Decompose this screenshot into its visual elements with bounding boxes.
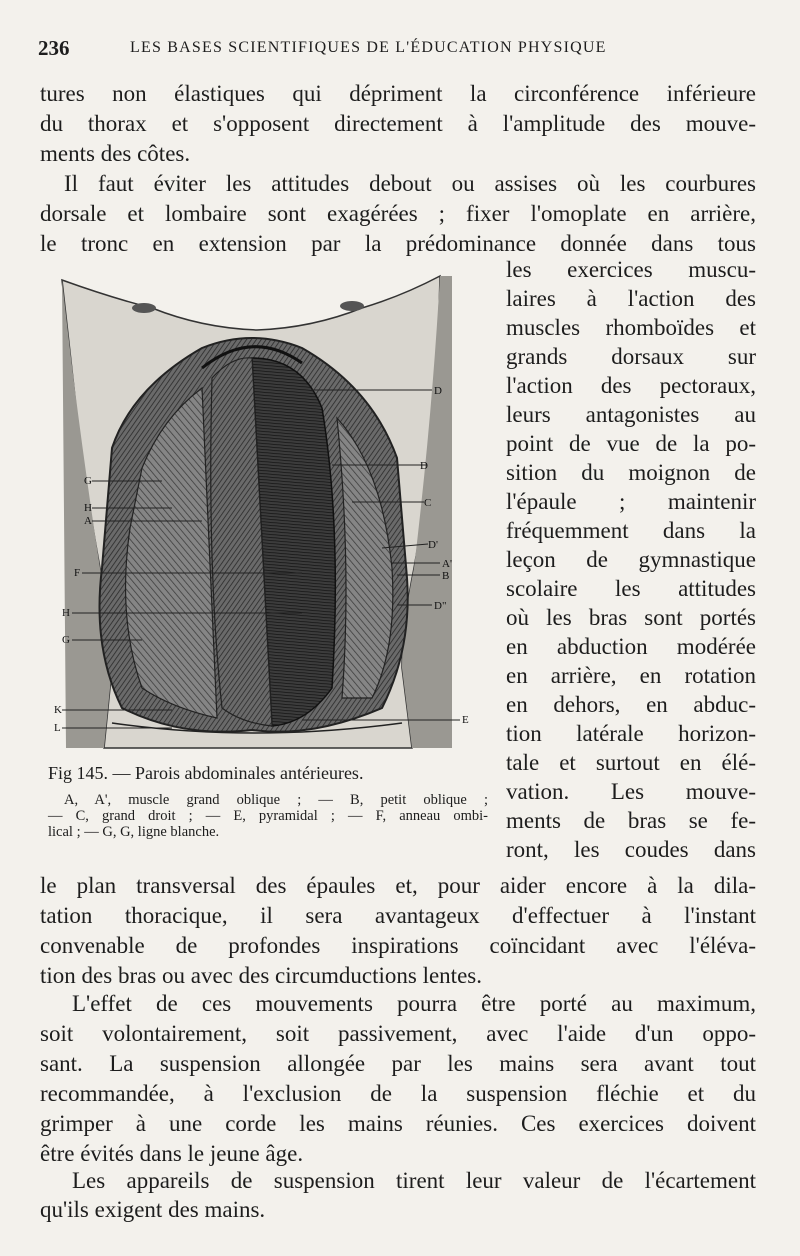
column-line: ront, les coudes dans — [506, 837, 756, 862]
column-line: point de vue de la po- — [506, 431, 756, 456]
column-line: l'épaule ; maintenir — [506, 489, 756, 514]
column-line: leçon de gymnastique — [506, 547, 756, 572]
column-line: en arrière, en rotation — [506, 663, 756, 688]
column-line: les exercices muscu- — [506, 257, 756, 282]
text-line: qu'ils exigent des mains. — [40, 1197, 266, 1222]
column-line: tale et surtout en élé- — [506, 750, 756, 775]
caption-line: A, A', muscle grand oblique ; — B, petit oblique ; — [64, 792, 488, 808]
figure-label: L — [54, 722, 61, 734]
figure-label: E — [462, 714, 469, 726]
column-line: l'action des pectoraux, — [506, 373, 756, 398]
text-line: le plan transversal des épaules et, pour aider encore à la dila- — [40, 873, 756, 898]
text-line: recommandée, à l'exclusion de la suspension fléchie et du — [40, 1081, 756, 1106]
figure-label: G — [62, 634, 70, 646]
figure-label: B — [442, 570, 450, 582]
figure-label: K — [54, 704, 62, 716]
column-line: leurs antagonistes au — [506, 402, 756, 427]
figure-caption-title: Fig 145. — Parois abdominales antérieures. — [48, 763, 364, 783]
text-line: Les appareils de suspension tirent leur valeur de l'écartement — [72, 1168, 756, 1193]
figure-label: D' — [428, 539, 438, 551]
running-head: LES BASES SCIENTIFIQUES DE L'ÉDUCATION PHYSIQUE — [130, 39, 607, 56]
text-line: ments des côtes. — [40, 141, 191, 166]
column-line: vation. Les mouve- — [506, 779, 756, 804]
figure-label: G — [84, 475, 92, 487]
figure-label: D — [420, 460, 428, 472]
figure-label: D — [434, 385, 442, 397]
text-line: du thorax et s'opposent directement à l'amplitude des mouve- — [40, 111, 756, 136]
text-line: Il faut éviter les attitudes debout ou assises où les courbures — [64, 171, 756, 196]
column-line: tion latérale horizon- — [506, 721, 756, 746]
text-line: soit volontairement, soit passivement, avec l'aide d'un oppo- — [40, 1021, 756, 1046]
column-line: scolaire les attitudes — [506, 576, 756, 601]
figure-label: H — [62, 607, 70, 619]
column-line: en abduction modérée — [506, 634, 756, 659]
caption-line: — C, grand droit ; — E, pyramidal ; — F, anneau ombi- — [48, 808, 488, 824]
column-line: laires à l'action des — [506, 286, 756, 311]
text-line: tation thoracique, il sera avantageux d'effectuer à l'instant — [40, 903, 756, 928]
column-line: sition du moignon de — [506, 460, 756, 485]
text-line: être évités dans le jeune âge. — [40, 1141, 304, 1166]
text-line: sant. La suspension allongée par les mains sera avant tout — [40, 1051, 756, 1076]
column-line: où les bras sont portés — [506, 605, 756, 630]
text-line: tion des bras ou avec des circumductions lentes. — [40, 963, 482, 988]
column-line: ments de bras se fe- — [506, 808, 756, 833]
figure-label: H — [84, 502, 92, 514]
figure-caption — [48, 792, 488, 840]
text-line: tures non élastiques qui dépriment la circonférence inférieure — [40, 81, 756, 106]
figure-label: D" — [434, 600, 447, 612]
figure-label: C — [424, 497, 432, 509]
text-line: convenable de profondes inspirations coïncidant avec l'éléva- — [40, 933, 756, 958]
text-line: le tronc en extension par la prédominance donnée dans tous — [40, 231, 756, 256]
column-line: muscles rhomboïdes et — [506, 315, 756, 340]
figure-label: A' — [442, 558, 452, 570]
column-line: en dehors, en abduc- — [506, 692, 756, 717]
text-line: grimper à une corde les mains réunies. Ces exercices doivent — [40, 1111, 756, 1136]
abdominal-wall-illustration — [52, 268, 469, 748]
page-number: 236 — [38, 36, 70, 60]
page-header — [38, 36, 760, 62]
column-line: grands dorsaux sur — [506, 344, 756, 369]
text-line: dorsale et lombaire sont exagérées ; fixer l'omoplate en arrière, — [40, 201, 756, 226]
column-line: fréquemment dans la — [506, 518, 756, 543]
caption-line: lical ; — G, G, ligne blanche. — [48, 824, 220, 840]
text-line: L'effet de ces mouvements pourra être porté au maximum, — [72, 991, 756, 1016]
figure-label: F — [74, 567, 81, 579]
anatomical-figure — [52, 268, 469, 748]
figure-label: A — [84, 515, 92, 527]
